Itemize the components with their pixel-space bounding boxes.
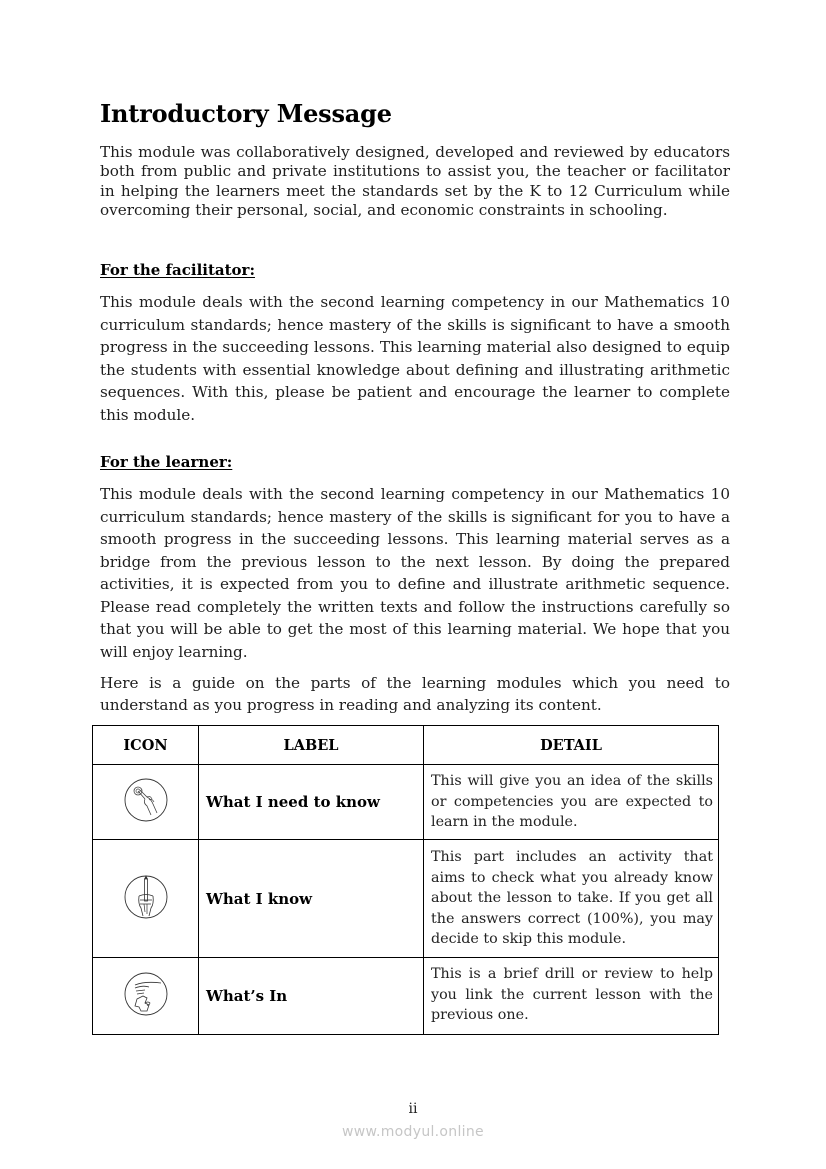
page-title: Introductory Message <box>100 99 392 128</box>
detail-text: This part includes an activity that aims to check what you already know about the lesson to take. If you get all the answers correct (100%), you may decide to skip this module. <box>431 849 713 948</box>
table-row <box>93 840 719 958</box>
learner-heading: For the learner: <box>100 453 233 471</box>
icon-cell <box>93 840 199 958</box>
hands-puzzle-icon <box>123 971 169 1017</box>
detail-cell <box>424 958 719 1035</box>
watermark-text: www.modyul.online <box>342 1124 484 1140</box>
hand-holding-pencil-icon <box>123 874 169 920</box>
detail-cell <box>424 765 719 840</box>
detail-cell <box>424 840 719 958</box>
icon-cell <box>93 765 199 840</box>
detail-text: This is a brief drill or review to help you link the current lesson with the previous one. <box>431 966 713 1024</box>
learner-paragraph: This module deals with the second learning competency in our Mathematics 10 curriculum standards; hence mastery of the skills is significant for you to have a smooth progress in the succeeding lessons. This learning material serves as a bridge from the previous lesson to the next lesson. By doing the prepared activities, it is expected from you to define and illustrate arithmetic sequence. Please read completely the written texts and follow the instructions carefully so that you will be able to get the most of this learning material. We hope that you will enjoy learning. <box>100 485 730 661</box>
detail-text: This will give you an idea of the skills or competencies you are expected to learn in the module. <box>431 773 713 831</box>
table-row <box>93 958 719 1035</box>
facilitator-heading: For the facilitator: <box>100 261 255 279</box>
table-row <box>93 765 719 840</box>
icon-cell <box>93 958 199 1035</box>
label-cell: What I need to know <box>199 765 424 840</box>
page-number: ii <box>408 1101 418 1117</box>
header-icon: ICON <box>93 726 199 765</box>
table-header-row <box>93 726 719 765</box>
label-cell: What’s In <box>199 958 424 1035</box>
guide-paragraph: Here is a guide on the parts of the learning modules which you need to understand as you progress in reading and analyzing its content. <box>100 674 730 714</box>
intro-paragraph: This module was collaboratively designed, developed and reviewed by educators both from public and private institutions to assist you, the teacher or facilitator in helping the learners meet the standards set by the K to 12 Curriculum while overcoming their personal, social, and economic constraints in schooling. <box>100 143 730 220</box>
label-cell: What I know <box>199 840 424 958</box>
pointing-finger-icon <box>123 777 169 823</box>
header-label: LABEL <box>199 726 424 765</box>
header-detail: DETAIL <box>424 726 719 765</box>
module-parts-table <box>92 725 719 1035</box>
facilitator-paragraph: This module deals with the second learning competency in our Mathematics 10 curriculum standards; hence mastery of the skills is significant to have a smooth progress in the succeeding lessons. This learning material also designed to equip the students with essential knowledge about defining and illustrating arithmetic sequences. With this, please be patient and encourage the learner to complete this module. <box>100 293 730 424</box>
